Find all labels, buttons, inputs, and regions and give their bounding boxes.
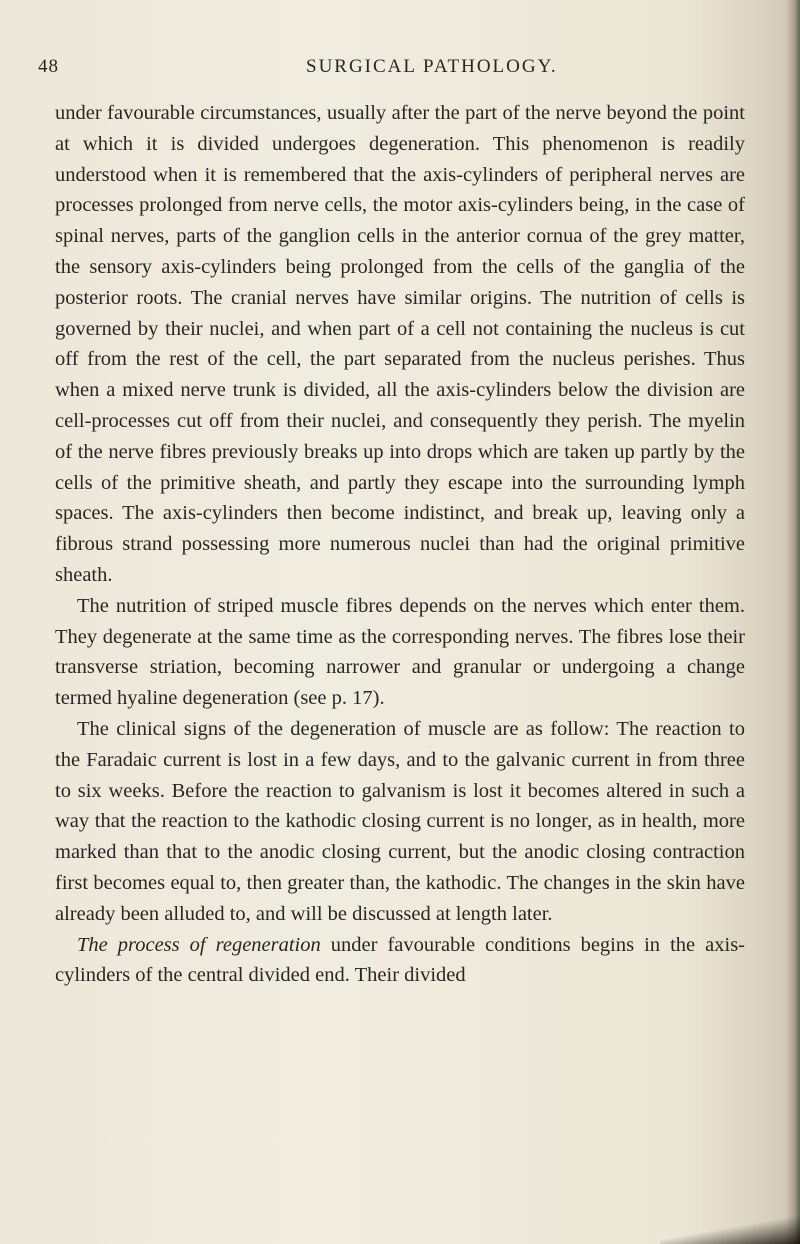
paragraph-muscle-nutrition: The nutrition of striped muscle fibres depends on the nerves which enter them. They degenerate at the same time as the corresponding nerves. The fibres lose their transverse striation, becoming narrower and granular or undergoing a change termed hyaline degeneration (see p. 17). <box>55 594 745 710</box>
page-corner-shadow <box>660 1204 800 1244</box>
body-text <box>55 98 745 991</box>
running-title: SURGICAL PATHOLOGY. <box>306 56 558 77</box>
page-number: 48 <box>38 56 59 77</box>
paragraph-clinical-signs: The clinical signs of the degeneration of muscle are as follow: The reaction to the Faradaic current is lost in a few days, and to the galvanic current in from three to six weeks. Before the reaction to galvanism is lost it becomes altered in such a way that the reaction to the kathodic closing current is no longer, as in health, more marked than that to the anodic closing current, but the anodic closing contraction first becomes equal to, then greater than, the kathodic. The changes in the skin have already been alluded to, and will be discussed at length later. <box>55 717 745 925</box>
italic-lead-regeneration: The process of regeneration <box>77 933 321 956</box>
running-head <box>38 56 738 82</box>
paragraph-nerve-degeneration: under favourable circumstances, usually after the part of the nerve beyond the point at which it is divided undergoes degeneration. This phenomenon is readily understood when it is remembered that the axis-cylinders of peripheral nerves are processes prolonged from nerve cells, the motor axis-cylinders being, in the case of spinal nerves, parts of the ganglion cells in the anterior cornua of the grey matter, the sensory axis-cylinders being prolonged from the cells of the ganglia of the posterior roots. The cranial nerves have similar origins. The nutrition of cells is governed by their nuclei, and when part of a cell not containing the nucleus is cut off from the rest of the cell, the part separated from the nucleus perishes. Thus when a mixed nerve trunk is divided, all the axis-cylinders below the division are cell-processes cut off from their nuclei, and consequently they perish. The myelin of the nerve fibres previously breaks up into drops which are taken up partly by the cells of the primitive sheath, and partly they escape into the surrounding lymph spaces. The axis-cylinders then become indistinct, and break up, leaving only a fibrous strand possessing more numerous nuclei than had the original primitive sheath. <box>55 102 745 586</box>
paragraph-regeneration <box>55 930 745 992</box>
page-edge-shadow <box>786 0 800 1244</box>
paragraph-regeneration-text: under favourable conditions begins in the axis-cylinders of the central divided end. Their divided <box>55 933 745 987</box>
